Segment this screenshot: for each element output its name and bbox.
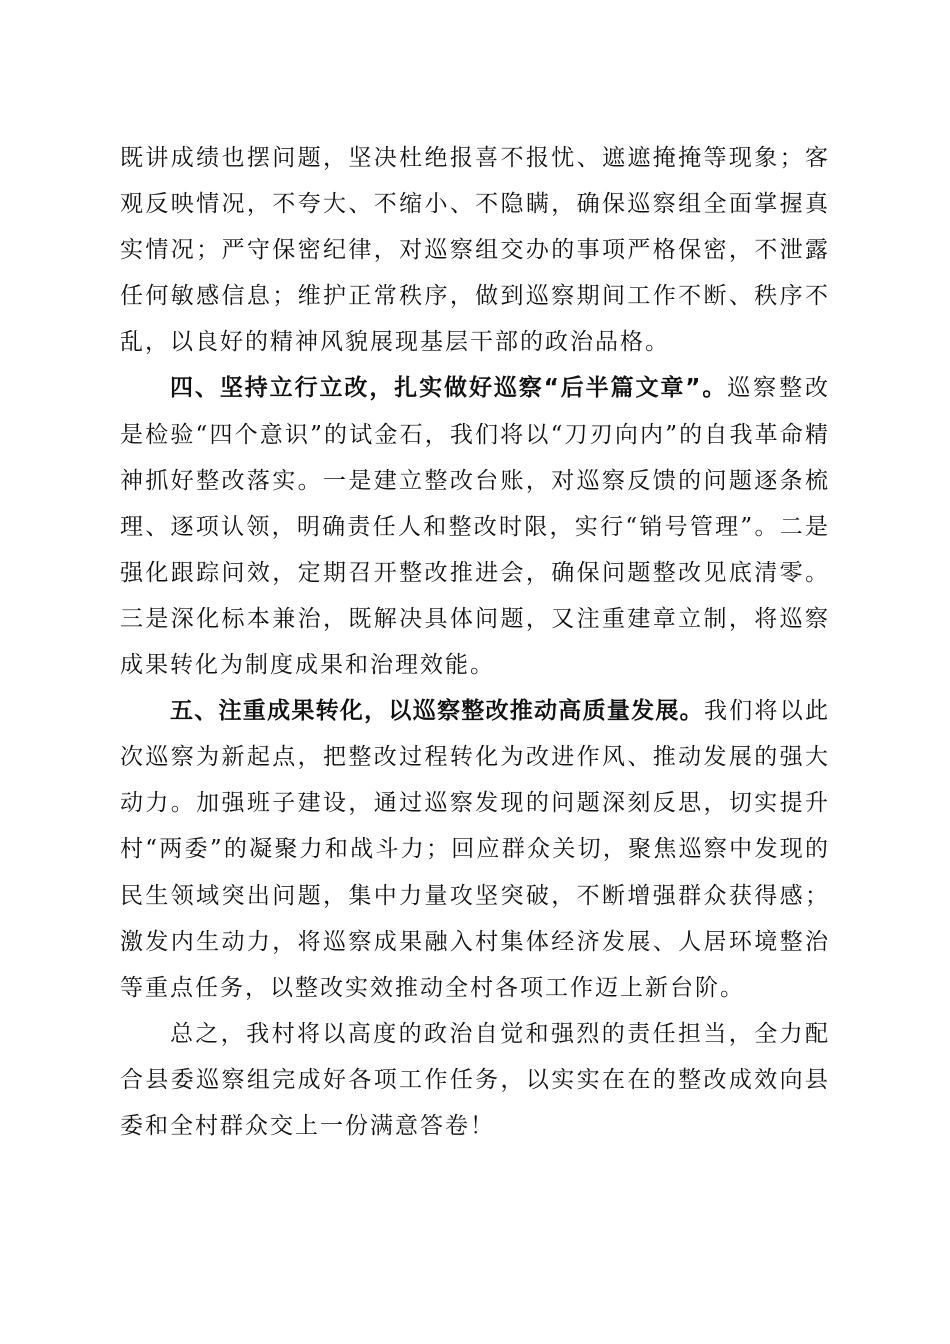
paragraph-text: 既讲成绩也摆问题，坚决杜绝报喜不报忧、遮遮掩掩等现象；客观反映情况，不夸大、不缩小、不隐瞒，确保巡察组全面掌握真实情况；严守保密纪律，对巡察组交办的事项严格保密，不泄露任何敏感信息；维护正常秩序，做到巡察期间工作不断、秩序不乱，以良好的精神风貌展现基层干部的政治品格。 xyxy=(120,145,830,356)
section-heading-five: 五、注重成果转化，以巡察整改推动高质量发展。 xyxy=(170,698,704,725)
section-heading-four: 四、坚持立行立改，扎实做好巡察“后半篇文章”。 xyxy=(170,375,728,402)
paragraph-section-five xyxy=(120,688,830,1011)
paragraph-continuation xyxy=(120,135,830,365)
paragraph-text: 我们将以此次巡察为新起点，把整改过程转化为改进作风、推动发展的强大动力。加强班子建设，通过巡察发现的问题深刻反思，切实提升村“两委”的凝聚力和战斗力；回应群众关切，聚焦巡察中发现的民生领域突出问题，集中力量攻坚突破，不断增强群众获得感；激发内生动力，将巡察成果融入村集体经济发展、人居环境整治等重点任务，以整改实效推动全村各项工作迈上新台阶。 xyxy=(120,698,831,1001)
paragraph-text: 巡察整改是检验“四个意识”的试金石，我们将以“刀刃向内”的自我革命精神抓好整改落实。一是建立整改台账，对巡察反馈的问题逐条梳理、逐项认领，明确责任人和整改时限，实行“销号管理”。二是强化跟踪问效，定期召开整改推进会，确保问题整改见底清零。三是深化标本兼治，既解决具体问题，又注重建章立制，将巡察成果转化为制度成果和治理效能。 xyxy=(120,375,831,679)
document-body xyxy=(120,135,830,1149)
paragraph-section-four xyxy=(120,365,830,688)
paragraph-text: 总之，我村将以高度的政治自觉和强烈的责任担当，全力配合县委巡察组完成好各项工作任务，以实实在在的整改成效向县委和全村群众交上一份满意答卷！ xyxy=(120,1020,830,1139)
paragraph-conclusion xyxy=(120,1011,830,1149)
